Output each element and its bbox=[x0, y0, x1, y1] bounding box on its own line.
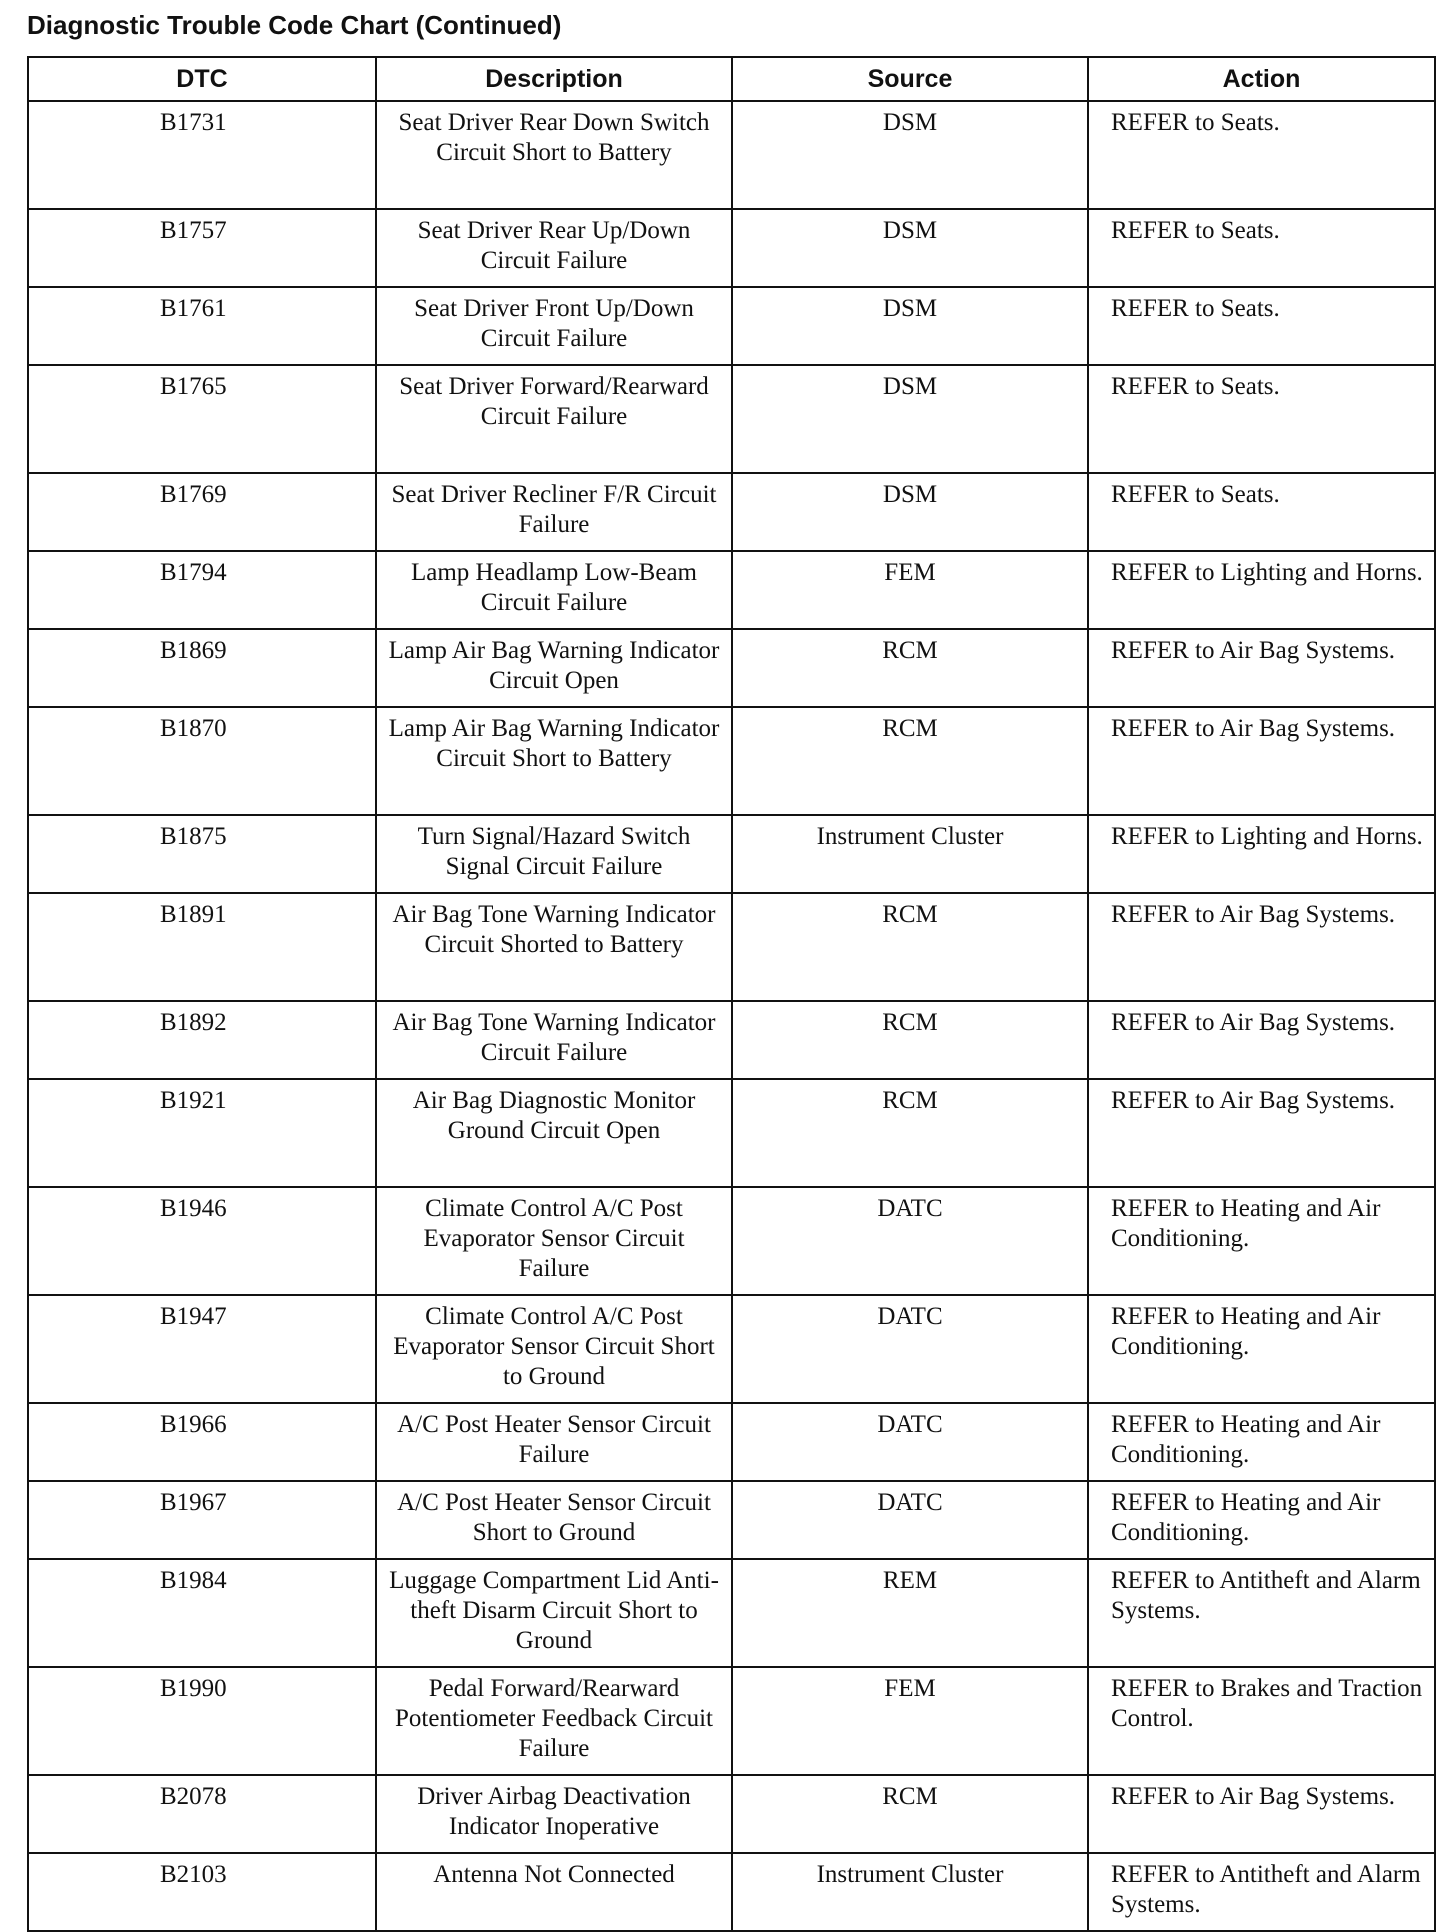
description-cell: Seat Driver Rear Up/Down Circuit Failure bbox=[376, 209, 732, 287]
action-cell: REFER to Air Bag Systems. bbox=[1088, 707, 1435, 815]
dtc-code-cell: B1731 bbox=[28, 101, 376, 209]
source-cell: FEM bbox=[732, 1667, 1088, 1775]
dtc-code-cell: B1921 bbox=[28, 1079, 376, 1187]
action-cell: REFER to Seats. bbox=[1088, 209, 1435, 287]
action-cell: REFER to Seats. bbox=[1088, 473, 1435, 551]
column-header-description: Description bbox=[376, 57, 732, 101]
action-cell: REFER to Lighting and Horns. bbox=[1088, 815, 1435, 893]
source-cell: DSM bbox=[732, 365, 1088, 473]
table-row bbox=[28, 1853, 1435, 1931]
table-row bbox=[28, 1775, 1435, 1853]
source-cell: RCM bbox=[732, 1775, 1088, 1853]
description-cell: Seat Driver Rear Down Switch Circuit Short to Battery bbox=[376, 101, 732, 209]
page-title: Diagnostic Trouble Code Chart (Continued) bbox=[27, 10, 562, 40]
dtc-code-cell: B1990 bbox=[28, 1667, 376, 1775]
dtc-code-cell: B2078 bbox=[28, 1775, 376, 1853]
action-cell: REFER to Seats. bbox=[1088, 101, 1435, 209]
table-row bbox=[28, 815, 1435, 893]
dtc-code-cell: B1946 bbox=[28, 1187, 376, 1295]
action-cell: REFER to Heating and Air Conditioning. bbox=[1088, 1295, 1435, 1403]
source-cell: DATC bbox=[732, 1403, 1088, 1481]
source-cell: DATC bbox=[732, 1295, 1088, 1403]
description-cell: Seat Driver Front Up/Down Circuit Failure bbox=[376, 287, 732, 365]
action-cell: REFER to Heating and Air Conditioning. bbox=[1088, 1187, 1435, 1295]
action-cell: REFER to Brakes and Traction Control. bbox=[1088, 1667, 1435, 1775]
description-cell: Seat Driver Recliner F/R Circuit Failure bbox=[376, 473, 732, 551]
table-row bbox=[28, 1001, 1435, 1079]
source-cell: DSM bbox=[732, 287, 1088, 365]
action-cell: REFER to Lighting and Horns. bbox=[1088, 551, 1435, 629]
dtc-table bbox=[27, 56, 1436, 1932]
description-cell: Air Bag Tone Warning Indicator Circuit Failure bbox=[376, 1001, 732, 1079]
source-cell: RCM bbox=[732, 1079, 1088, 1187]
action-cell: REFER to Air Bag Systems. bbox=[1088, 1775, 1435, 1853]
column-header-dtc: DTC bbox=[28, 57, 376, 101]
dtc-code-cell: B1984 bbox=[28, 1559, 376, 1667]
description-cell: Climate Control A/C Post Evaporator Sensor Circuit Failure bbox=[376, 1187, 732, 1295]
source-cell: RCM bbox=[732, 629, 1088, 707]
source-cell: REM bbox=[732, 1559, 1088, 1667]
action-cell: REFER to Seats. bbox=[1088, 287, 1435, 365]
dtc-code-cell: B1869 bbox=[28, 629, 376, 707]
description-cell: Climate Control A/C Post Evaporator Sensor Circuit Short to Ground bbox=[376, 1295, 732, 1403]
description-cell: A/C Post Heater Sensor Circuit Short to Ground bbox=[376, 1481, 732, 1559]
column-header-action: Action bbox=[1088, 57, 1435, 101]
source-cell: RCM bbox=[732, 1001, 1088, 1079]
table-row bbox=[28, 1187, 1435, 1295]
action-cell: REFER to Air Bag Systems. bbox=[1088, 1001, 1435, 1079]
action-cell: REFER to Heating and Air Conditioning. bbox=[1088, 1481, 1435, 1559]
dtc-code-cell: B1891 bbox=[28, 893, 376, 1001]
source-cell: FEM bbox=[732, 551, 1088, 629]
column-header-source: Source bbox=[732, 57, 1088, 101]
header-row bbox=[28, 57, 1435, 101]
table-row bbox=[28, 629, 1435, 707]
description-cell: Seat Driver Forward/Rearward Circuit Failure bbox=[376, 365, 732, 473]
source-cell: RCM bbox=[732, 707, 1088, 815]
dtc-code-cell: B1875 bbox=[28, 815, 376, 893]
table-row bbox=[28, 287, 1435, 365]
table-row bbox=[28, 473, 1435, 551]
table-row bbox=[28, 365, 1435, 473]
source-cell: Instrument Cluster bbox=[732, 1853, 1088, 1931]
description-cell: Lamp Air Bag Warning Indicator Circuit Short to Battery bbox=[376, 707, 732, 815]
table-row bbox=[28, 707, 1435, 815]
table-row bbox=[28, 209, 1435, 287]
action-cell: REFER to Seats. bbox=[1088, 365, 1435, 473]
source-cell: DATC bbox=[732, 1481, 1088, 1559]
table-row bbox=[28, 1295, 1435, 1403]
description-cell: Antenna Not Connected bbox=[376, 1853, 732, 1931]
description-cell: Lamp Headlamp Low-Beam Circuit Failure bbox=[376, 551, 732, 629]
table-row bbox=[28, 551, 1435, 629]
action-cell: REFER to Air Bag Systems. bbox=[1088, 629, 1435, 707]
dtc-code-cell: B2103 bbox=[28, 1853, 376, 1931]
dtc-code-cell: B1761 bbox=[28, 287, 376, 365]
action-cell: REFER to Antitheft and Alarm Systems. bbox=[1088, 1853, 1435, 1931]
table-row bbox=[28, 1559, 1435, 1667]
action-cell: REFER to Air Bag Systems. bbox=[1088, 893, 1435, 1001]
table-row bbox=[28, 1667, 1435, 1775]
source-cell: DSM bbox=[732, 101, 1088, 209]
source-cell: DATC bbox=[732, 1187, 1088, 1295]
dtc-code-cell: B1769 bbox=[28, 473, 376, 551]
dtc-code-cell: B1947 bbox=[28, 1295, 376, 1403]
dtc-code-cell: B1892 bbox=[28, 1001, 376, 1079]
description-cell: Pedal Forward/Rearward Potentiometer Feedback Circuit Failure bbox=[376, 1667, 732, 1775]
table-row bbox=[28, 1079, 1435, 1187]
description-cell: Air Bag Diagnostic Monitor Ground Circuit Open bbox=[376, 1079, 732, 1187]
source-cell: DSM bbox=[732, 209, 1088, 287]
action-cell: REFER to Antitheft and Alarm Systems. bbox=[1088, 1559, 1435, 1667]
table-row bbox=[28, 1403, 1435, 1481]
table-row bbox=[28, 893, 1435, 1001]
description-cell: A/C Post Heater Sensor Circuit Failure bbox=[376, 1403, 732, 1481]
description-cell: Air Bag Tone Warning Indicator Circuit Shorted to Battery bbox=[376, 893, 732, 1001]
description-cell: Turn Signal/Hazard Switch Signal Circuit Failure bbox=[376, 815, 732, 893]
dtc-code-cell: B1757 bbox=[28, 209, 376, 287]
dtc-code-cell: B1966 bbox=[28, 1403, 376, 1481]
description-cell: Driver Airbag Deactivation Indicator Inoperative bbox=[376, 1775, 732, 1853]
dtc-code-cell: B1794 bbox=[28, 551, 376, 629]
source-cell: DSM bbox=[732, 473, 1088, 551]
source-cell: RCM bbox=[732, 893, 1088, 1001]
table-row bbox=[28, 1481, 1435, 1559]
table-row bbox=[28, 101, 1435, 209]
description-cell: Lamp Air Bag Warning Indicator Circuit Open bbox=[376, 629, 732, 707]
action-cell: REFER to Air Bag Systems. bbox=[1088, 1079, 1435, 1187]
source-cell: Instrument Cluster bbox=[732, 815, 1088, 893]
dtc-code-cell: B1765 bbox=[28, 365, 376, 473]
action-cell: REFER to Heating and Air Conditioning. bbox=[1088, 1403, 1435, 1481]
dtc-code-cell: B1870 bbox=[28, 707, 376, 815]
dtc-code-cell: B1967 bbox=[28, 1481, 376, 1559]
description-cell: Luggage Compartment Lid Anti-theft Disarm Circuit Short to Ground bbox=[376, 1559, 732, 1667]
